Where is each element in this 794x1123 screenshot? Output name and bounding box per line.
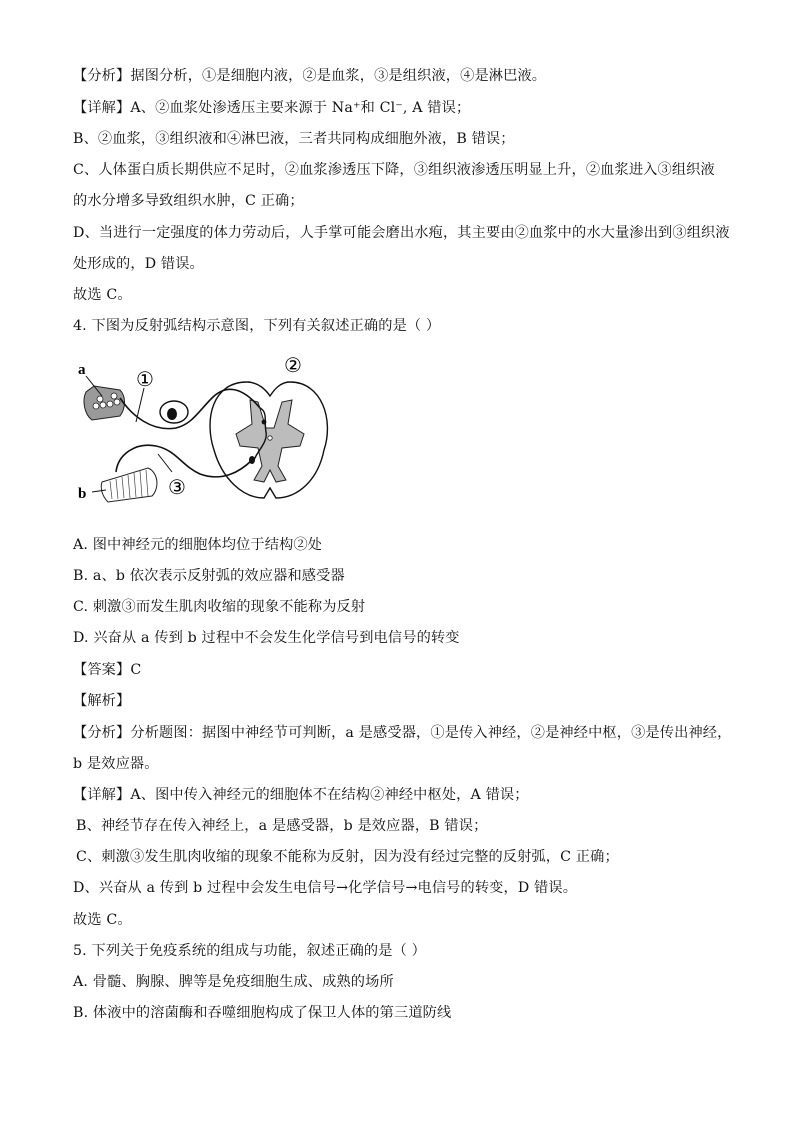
interneuron-soma <box>262 420 267 425</box>
label-a: a <box>78 362 86 378</box>
detail-line-d-cont-q3: 处形成的，D 错误。 <box>73 256 204 272</box>
q4-analysis-cont: b 是效应器。 <box>73 756 159 772</box>
central-canal <box>268 436 272 440</box>
conclusion-q3: 故选 C。 <box>73 287 132 303</box>
q4-detail-b: B、神经节存在传入神经上，a 是感受器，b 是效应器，B 错误； <box>76 818 488 834</box>
q4-analysis-line: 【分析】分析题图：据图中神经节可判断，a 是感受器，①是传入神经，②是神经中枢，③是传出神经， <box>73 725 732 741</box>
label-b: b <box>78 486 87 502</box>
q4-option-c: C. 刺激③而发生肌肉收缩的现象不能称为反射 <box>73 599 366 615</box>
detail-line-a-q3: 【详解】A、②血浆处渗透压主要来源于 Na⁺和 Cl⁻, A 错误； <box>73 100 471 116</box>
q4-option-b: B. a、b 依次表示反射弧的效应器和感受器 <box>73 568 345 584</box>
detail-line-c-cont-q3: 的水分增多导致组织水肿，C 正确； <box>73 193 304 209</box>
label-3: ③ <box>168 475 186 499</box>
detail-line-c-q3: C、人体蛋白质长期供应不足时，②血浆渗透压下降，③组织液渗透压明显上升，②血浆进入③组织液 <box>73 162 715 178</box>
reflex-arc-figure <box>72 350 362 510</box>
question-4-stem: 4. 下图为反射弧结构示意图，下列有关叙述正确的是（ ） <box>73 318 441 334</box>
q5-option-a: A. 骨髓、胸腺、脾等是免疫细胞生成、成熟的场所 <box>73 974 394 990</box>
q4-option-d: D. 兴奋从 a 传到 b 过程中不会发生化学信号到电信号的转变 <box>73 630 460 646</box>
label-2: ② <box>284 353 302 377</box>
q5-option-b: B. 体液中的溶菌酶和吞噬细胞构成了保卫人体的第三道防线 <box>73 1005 452 1021</box>
q4-explanation-heading: 【解析】 <box>73 693 131 709</box>
q4-conclusion: 故选 C。 <box>73 912 132 928</box>
label-1: ① <box>136 367 154 391</box>
question-5-stem: 5. 下列关于免疫系统的组成与功能，叙述正确的是（ ） <box>73 943 426 959</box>
ganglion-soma <box>167 408 177 420</box>
q4-answer: 【答案】C <box>73 662 142 678</box>
label-1-pointer <box>136 388 144 422</box>
q4-detail-a: 【详解】A、图中传入神经元的细胞体不在结构②神经中枢处，A 错误； <box>73 787 529 803</box>
q4-option-a: A. 图中神经元的细胞体均位于结构②处 <box>73 537 323 553</box>
label-3-pointer <box>158 454 172 472</box>
q4-detail-c: C、刺激③发生肌肉收缩的现象不能称为反射，因为没有经过完整的反射弧，C 正确； <box>76 849 619 865</box>
detail-line-b-q3: B、②血浆，③组织液和④淋巴液，三者共同构成细胞外液，B 错误； <box>73 131 515 147</box>
analysis-line-q3: 【分析】据图分析，①是细胞内液，②是血浆，③是组织液，④是淋巴液。 <box>73 68 547 84</box>
detail-line-d-q3: D、当进行一定强度的体力劳动后，人手掌可能会磨出水疱，其主要由②血浆中的水大量渗出到③组织液 <box>73 225 730 241</box>
q4-detail-d: D、兴奋从 a 传到 b 过程中会发生电信号→化学信号→电信号的转变，D 错误。 <box>73 880 578 896</box>
